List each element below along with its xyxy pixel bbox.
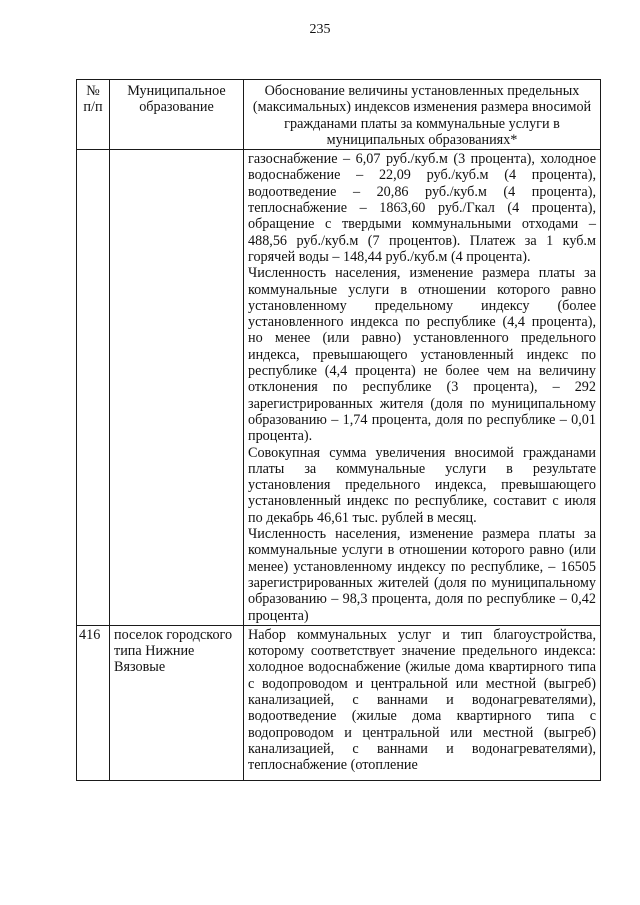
table-row-416 xyxy=(77,625,601,780)
header-municipality: Муниципальное образование xyxy=(110,80,244,150)
row-municipality-cell: поселок городского типа Нижние Вязовые xyxy=(110,625,244,780)
justification-paragraph: Совокупная сумма увеличения вносимой гражданами платы за коммунальные услуги в результате установления предельного индекса, превышающего установленный индекс по республике, составит с июля по декабрь 46,61 тыс. рублей в месяц. xyxy=(248,444,596,526)
table-header-row xyxy=(77,80,601,150)
row-num-cell xyxy=(77,150,110,626)
row-justification-cell xyxy=(244,625,601,780)
justification-paragraph: Численность населения, изменение размера платы за коммунальные услуги в отношении которого равно установленному предельному индексу (более установленного индекса по республике (4,4 процента), но менее (или равно) установленного предельного индекса, превышающего установленный индекс по республике (4,4 процента) не более чем на величину отклонения по республике (3 процента), – 292 зарегистрированных жителя (доля по муниципальному образованию – 1,74 процента, доля по республике – 0,01 процента). xyxy=(248,265,596,445)
justification-paragraph: Численность населения, изменение размера платы за коммунальные услуги в отношении которого равно (или менее) установленному индексу по республике, – 16505 зарегистрированных жителей (доля по муниципальному образованию – 98,3 процента, доля по республике – 0,42 процента) xyxy=(248,526,596,624)
indices-table xyxy=(76,79,601,781)
justification-paragraph: газоснабжение – 6,07 руб./куб.м (3 процента), холодное водоснабжение – 22,09 руб./куб.м (4 процента), водоотведение – 20,86 руб./куб.м (4 процента), теплоснабжение – 1863,60 руб./Гкал (4 процента), обращение с твердыми коммунальными отходами – 488,56 руб./куб.м (7 процентов). Платеж за 1 куб.м горячей воды – 148,44 руб./куб.м (4 процента). xyxy=(248,151,596,265)
row-num-cell: 416 xyxy=(77,625,110,780)
row-municipality-cell xyxy=(110,150,244,626)
header-justification: Обоснование величины установленных предельных (максимальных) индексов изменения размера вносимой гражданами платы за коммунальные услуги в муниципальных образованиях* xyxy=(244,80,601,150)
header-num: № п/п xyxy=(77,80,110,150)
table-row-continuation xyxy=(77,150,601,626)
justification-paragraph: Набор коммунальных услуг и тип благоустройства, которому соответствует значение предельного индекса: холодное водоснабжение (жилые дома квартирного типа с водопроводом и центральной или местной (выгреб) канализацией, с ваннами и водонагревателями), водоотведение (жилые дома квартирного типа с водопроводом и центральной или местной (выгреб) канализацией, с ваннами и водонагревателями), теплоснабжение (отопление xyxy=(248,626,596,774)
page-number: 235 xyxy=(309,22,331,37)
row-justification-cell xyxy=(244,150,601,626)
